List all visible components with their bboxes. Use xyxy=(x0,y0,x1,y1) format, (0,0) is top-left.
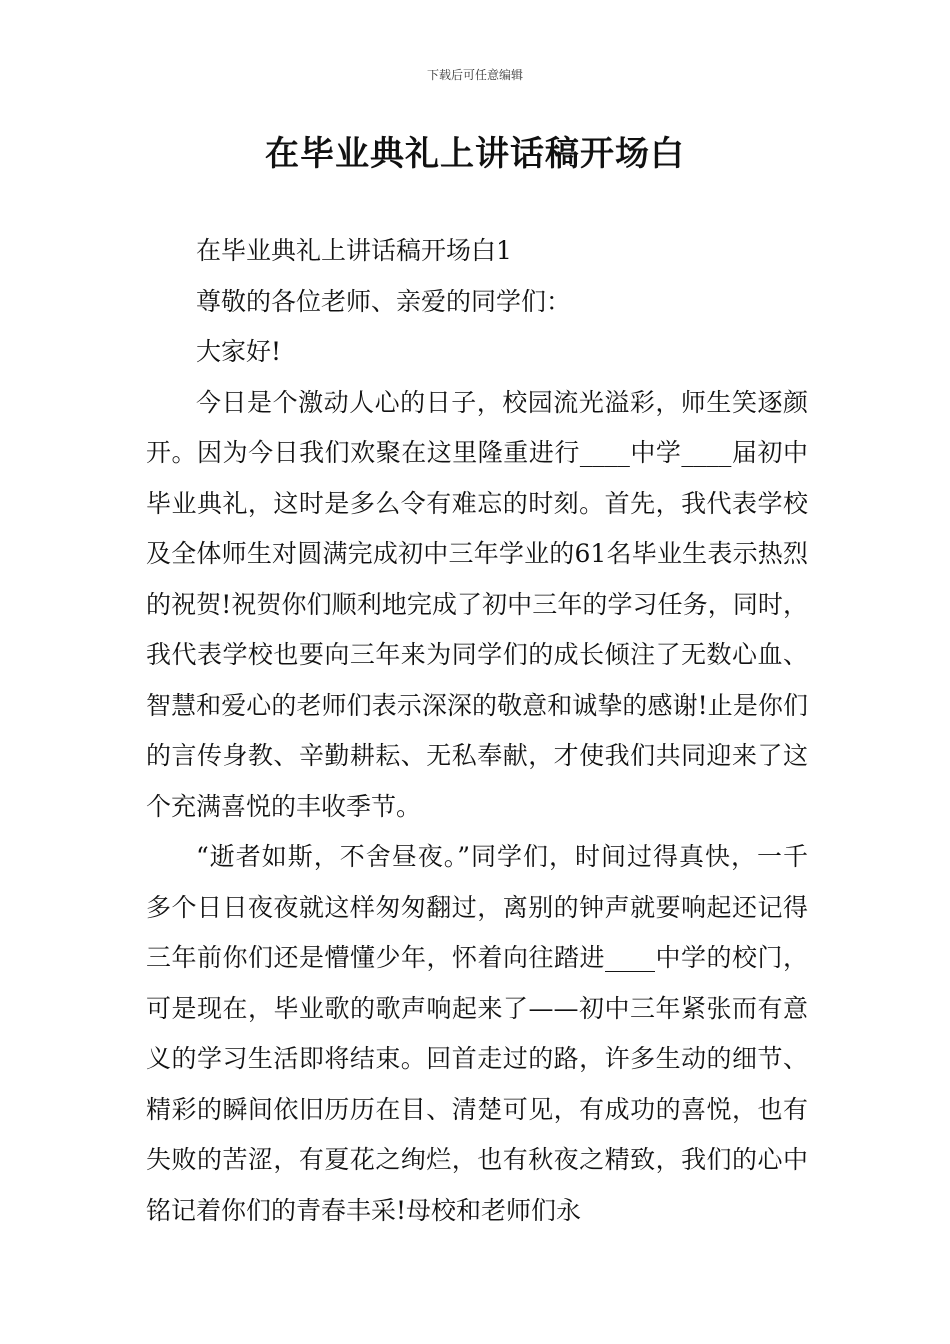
paragraph-body-1: 今日是个激动人心的日子，校园流光溢彩，师生笑逐颜开。因为今日我们欢聚在这里隆重进行____中学____届初中毕业典礼，这时是多么令有难忘的时刻。首先，我代表学校及全体师生对圆满完成初中三年学业的61名毕业生表示热烈的祝贺!祝贺你们顺利地完成了初中三年的学习任务，同时，我代表学校也要向三年来为同学们的成长倾注了无数心血、智慧和爱心的老师们表示深深的敬意和诚挚的感谢!止是你们的言传身教、辛勤耕耘、无私奉献，才使我们共同迎来了这个充满喜悦的丰收季节。 xyxy=(146,387,808,821)
paragraph-greeting: 大家好! xyxy=(196,337,282,366)
header-note: 下载后可任意编辑 xyxy=(426,68,523,82)
paragraph-heading: 在毕业典礼上讲话稿开场白1 xyxy=(196,236,512,265)
paragraph-body-2: “逝者如斯，不舍昼夜。”同学们，时间过得真快，一千多个日日夜夜就这样匆匆翻过，离别的钟声就要响起还记得三年前你们还是懵懂少年，怀着向往踏进____中学的校门，可是现在，毕业歌的歌声响起来了——初中三年紧张而有意义的学习生活即将结束。回首走过的路，许多生动的细节、精彩的瞬间依旧历历在目、清楚可见，有成功的喜悦，也有失败的苦涩，有夏花之绚烂，也有秋夜之精致，我们的心中铭记着你们的青春丰采!母校和老师们永 xyxy=(146,842,808,1225)
paragraph-salutation: 尊敬的各位老师、亲爱的同学们： xyxy=(196,286,572,316)
document-body xyxy=(146,226,808,1236)
document-title: 在毕业典礼上讲话稿开场白 xyxy=(265,134,685,174)
